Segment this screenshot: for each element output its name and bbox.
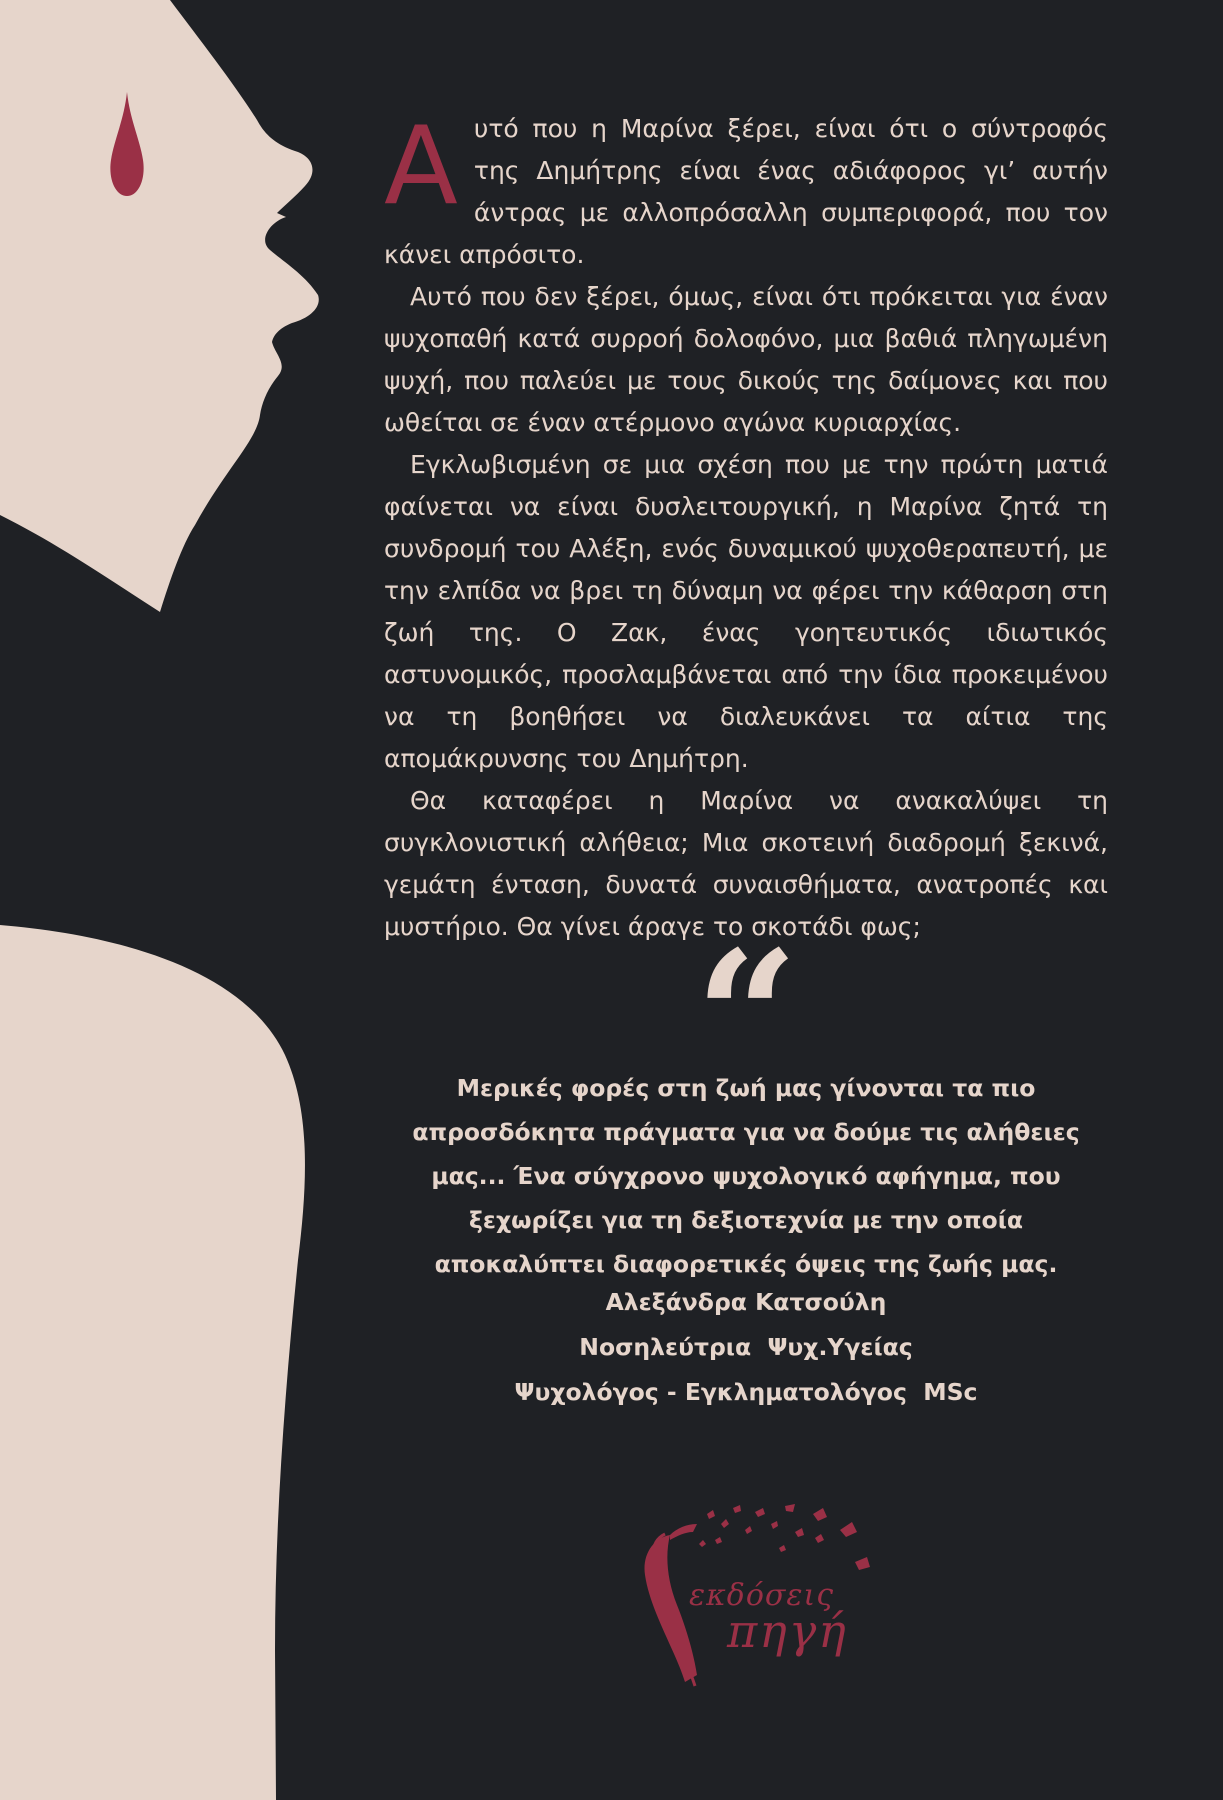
quotation-mark-icon: “ <box>695 912 799 1123</box>
review-quote: Μερικές φορές στη ζωή μας γίνονται τα πιο απροσδόκητα πράγματα για να δούμε τις αλήθειες μας... Ένα σύγχρονο ψυχολογικό αφήγημα, που ξεχωρίζει για τη δεξιοτεχνία με την οποία αποκαλύπτει διαφορετικές όψεις της ζωής μας. <box>412 1074 1080 1278</box>
synopsis-text <box>384 104 1108 948</box>
publisher-logo <box>615 1500 895 1690</box>
attribution-role-1: Νοσηλεύτρια Ψυχ.Υγείας <box>579 1333 913 1361</box>
drop-cap-letter: Α <box>384 104 458 229</box>
neck-shoulder-shape <box>0 925 305 1800</box>
synopsis-paragraph-1 <box>384 104 1108 276</box>
attribution-role-2: Ψυχολόγος - Εγκληματολόγος MSc <box>514 1378 978 1406</box>
quote-attribution <box>386 1280 1106 1415</box>
publisher-name-line-2: πηγή <box>727 1604 848 1658</box>
attribution-name: Αλεξάνδρα Κατσούλη <box>605 1288 887 1316</box>
synopsis-paragraph-4: Θα καταφέρει η Μαρίνα να ανακαλύψει τη συγκλονιστική αλήθεια; Μια σκοτεινή διαδρομή ξεκινά, γεμάτη ένταση, δυνατά συναισθήματα, ανατροπές και μυστήριο. Θα γίνει άραγε το σκοτάδι φως; <box>384 786 1108 941</box>
face-profile-shape <box>0 0 319 612</box>
publisher-name-line-1: εκδόσεις <box>689 1578 835 1613</box>
synopsis-paragraph-2: Αυτό που δεν ξέρει, όμως, είναι ότι πρόκειται για έναν ψυχοπαθή κατά συρροή δολοφόνο, μια βαθιά πληγωμένη ψυχή, που παλεύει με τους δικούς της δαίμονες και που ωθείται σε έναν ατέρμονο αγώνα κυριαρχίας. <box>384 282 1108 437</box>
synopsis-paragraph-1-text: υτό που η Μαρίνα ξέρει, είναι ότι ο σύντροφός της Δημήτρης είναι ένας αδιάφορος γι’ αυτήν άντρας με αλλοπρόσαλλη συμπεριφορά, που τον κάνει απρόσιτο. <box>384 114 1108 269</box>
synopsis-paragraph-3: Εγκλωβισμένη σε μια σχέση που με την πρώτη ματιά φαίνεται να είναι δυσλειτουργική, η Μαρίνα ζητά τη συνδρομή του Αλέξη, ενός δυναμικού ψυχοθεραπευτή, με την ελπίδα να βρει τη δύναμη να φέρει την κάθαρση στη ζωή της. Ο Ζακ, ένας γοητευτικός ιδιωτικός αστυνομικός, προσλαμβάνεται από την ίδια προκειμένου να τη βοηθήσει να διαλευκάνει τα αίτια της απομάκρυνσης του Δημήτρη. <box>384 450 1108 773</box>
